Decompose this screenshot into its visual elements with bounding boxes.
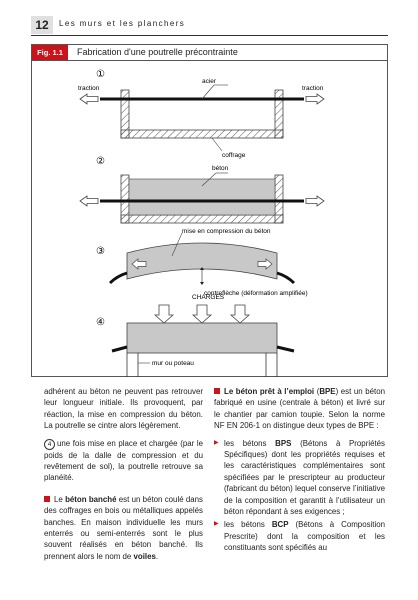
square-bullet-icon xyxy=(44,496,50,502)
step-4-beam xyxy=(127,323,277,353)
paragraph-beton-banche: Le béton banché est un béton coulé dans des coffrages en bois ou métalliques appelés banches. En maison individuelle les murs enterrés ou semi-enterrés sont le plus souvent réalisés en béton banché. Ils prennent alors le nom de voiles. xyxy=(44,494,203,561)
paragraph-bpe: Le béton prêt à l’emploi (BPE) est un béton fabriqué en usine (centrale à béton) et livré sur le chantier par camion toupie. Selon la norme NF EN 206-1 on distingue deux types de BPE : xyxy=(214,387,385,431)
step-3-number: ③ xyxy=(96,246,105,257)
support-wall xyxy=(127,353,277,377)
figure-drawing xyxy=(32,61,387,377)
page-number: 12 xyxy=(31,16,53,34)
right-column xyxy=(214,386,385,556)
label-charges: CHARGES xyxy=(192,294,225,301)
label-traction-right: traction xyxy=(302,85,324,92)
list-item-bcp: ▶ les bétons BCP (Bétons à Composition Prescrite) dont la composition et les constituants sont spécifiés au xyxy=(214,520,385,553)
step-1-number: ① xyxy=(96,69,105,80)
label-acier: acier xyxy=(202,78,217,85)
figure-1-1 xyxy=(31,44,388,377)
paragraph-step-4: 4 une fois mise en place et chargée (par le poids de la dalle de compression et du revêtement de sol), la poutrelle retrouve sa planéité. xyxy=(44,438,203,483)
list-item-bps: ▶ les bétons BPS (Bétons à Propriétés Spécifiques) dont les propriétés requises et les caractéristiques complémentaires sont spécifiées par le prescripteur au producteur (fabricant du béton) lequel conserve l’initiative de la composition et garantit à l’utilisateur un béton répondant à ses exigences ; xyxy=(214,438,385,517)
header-rule xyxy=(31,35,388,36)
step-2-concrete xyxy=(129,179,275,215)
left-column xyxy=(44,386,203,568)
step-1-arrow-right-icon xyxy=(306,94,324,104)
square-bullet-icon xyxy=(214,388,220,394)
figure-tag: Fig. 1.1 xyxy=(32,45,68,60)
page-header xyxy=(31,14,388,36)
step-1-arrow-left-icon xyxy=(80,94,98,104)
step-2-number: ② xyxy=(96,156,105,167)
label-contrefleche: contreflèche (déformation amplifiée) xyxy=(204,290,308,297)
step-2-arrow-left-icon xyxy=(80,196,98,206)
step-4-number: ④ xyxy=(96,317,105,328)
step-1-formwork xyxy=(121,90,283,138)
step-4-marker: 4 xyxy=(44,439,55,450)
step-2-arrow-right-icon xyxy=(306,196,324,206)
figure-title: Fabrication d'une poutrelle précontrainte xyxy=(77,47,238,57)
label-coffrage: coffrage xyxy=(222,152,246,159)
label-beton: béton xyxy=(212,165,229,172)
load-arrows-icon xyxy=(155,305,249,323)
section-title: Les murs et les planchers xyxy=(59,19,186,28)
label-traction-left: traction xyxy=(78,85,100,92)
triangle-bullet-icon: ▶ xyxy=(214,439,219,446)
triangle-bullet-icon: ▶ xyxy=(214,521,219,528)
label-mur: mur ou poteau xyxy=(152,360,194,367)
paragraph: adhérent au béton ne peuvent pas retrouver leur longueur initiale. Ils provoquent, par réaction, la mise en compression du béton. La poutrelle se cintre alors légèrement. xyxy=(44,387,203,431)
label-compression: mise en compression du béton xyxy=(182,228,271,235)
